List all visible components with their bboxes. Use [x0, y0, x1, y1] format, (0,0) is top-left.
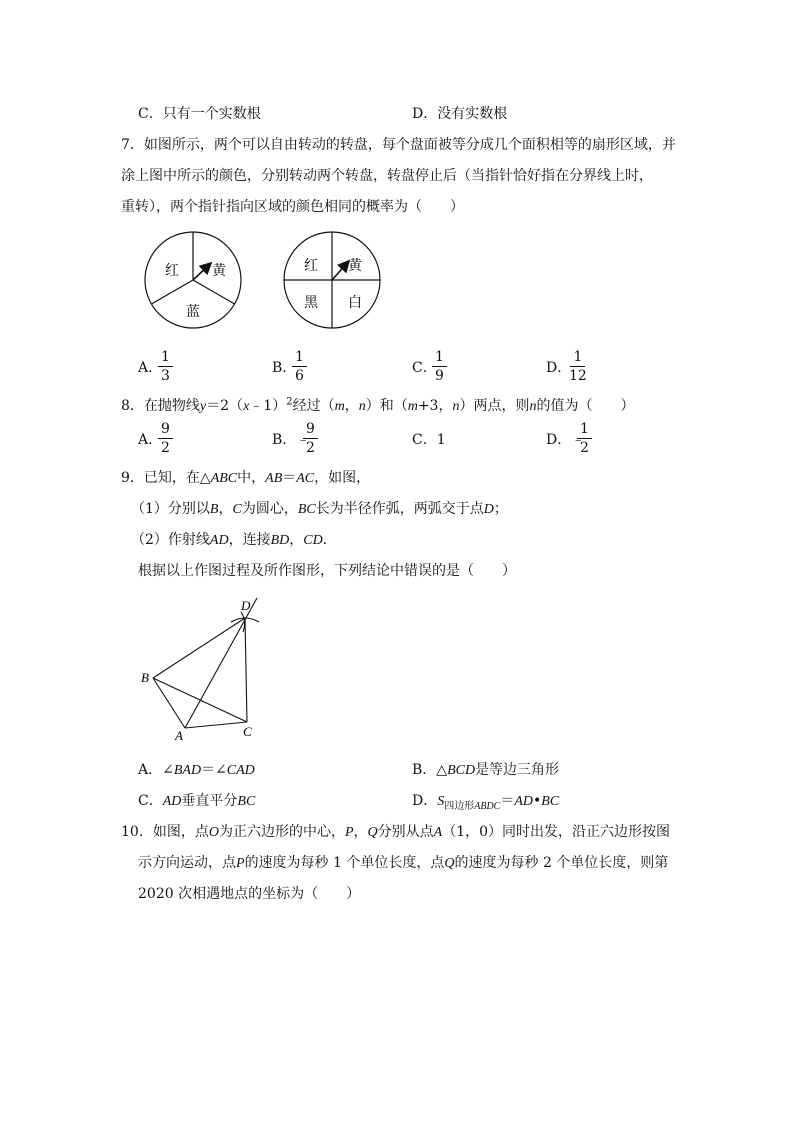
q9-step-1: （1）分别以B，C为圆心，BC长为半径作弧，两弧交于点D； [131, 501, 508, 517]
pointer-arrow-icon [193, 264, 210, 280]
q9-option-d: D．$S_{四边形ABDC}=AD•BC$ [412, 793, 560, 812]
q7-option-d-fraction: $\frac{1}{12}$ [569, 349, 587, 384]
q6-option-c: C．只有一个实数根 [138, 106, 261, 122]
sector-yellow: 黄 [212, 263, 226, 279]
sector-yellow: 黄 [348, 258, 362, 274]
q10-stem-line-1: 10．如图，点O为正六边形的中心，P，Q分别从点A（1，0）同时出发，沿正六边形按图 [121, 824, 671, 840]
q7-option-d-label: D． [546, 360, 572, 376]
spinner-four-sectors [284, 232, 380, 328]
q8-option-b-fraction: $\frac{9}{2}$ [303, 421, 318, 456]
q7-option-b-fraction: $\frac{1}{6}$ [292, 349, 307, 384]
q7-stem-line-3: 重转），两个指针指向区域的颜色相同的概率为（ ） [121, 199, 464, 215]
point-a-label: A [175, 728, 183, 743]
q9-option-b: B．△BCD是等边三角形 [412, 762, 560, 778]
q9-question: 根据以上作图过程及所作图形，下列结论中错误的是（ ） [138, 563, 516, 579]
sector-white: 白 [348, 295, 362, 311]
q9-step-2: （2）作射线AD，连接BD，CD． [131, 532, 337, 548]
q8-option-b-label: B．﹣ [272, 432, 311, 448]
point-c-label: C [243, 724, 252, 739]
q10-stem-line-2: 示方向运动，点P的速度为每秒 1 个单位长度，点Q的速度为每秒 2 个单位长度，则第 [138, 855, 669, 871]
sector-red: 红 [304, 258, 318, 274]
q7-stem-line-2: 涂上图中所示的颜色，分别转动两个转盘，转盘停止后（当指针恰好指在分界线上时， [121, 168, 653, 184]
spinners-figure [135, 228, 395, 346]
q7-option-b-label: B． [272, 360, 297, 376]
q9-option-a: A．∠BAD＝∠CAD [138, 762, 255, 778]
q7-stem-line-1: 7．如图所示，两个可以自由转动的转盘，每个盘面被等分成几个面积相等的扇形区域，并 [121, 137, 676, 153]
q6-option-d: D．没有实数根 [412, 106, 508, 122]
sector-black: 黑 [304, 295, 318, 311]
q8-option-d-label: D．﹣ [546, 432, 586, 448]
sector-blue: 蓝 [186, 304, 200, 320]
q8-option-d-fraction: $\frac{1}{2}$ [577, 421, 592, 456]
construction-figure [135, 592, 275, 744]
q8-option-a-label: A． [138, 432, 163, 448]
q9-option-c: C．AD垂直平分BC [138, 793, 256, 809]
q7-option-a-label: A． [138, 360, 163, 376]
q10-stem-line-3: 2020 次相遇地点的坐标为（ ） [138, 886, 361, 902]
sector-red: 红 [165, 263, 179, 279]
q7-option-c-fraction: $\frac{1}{9}$ [432, 349, 447, 384]
q8-stem: 8．在抛物线y＝2（x﹣1）$^2$经过（m，n）和（m+3，n）两点，则n的值为（ ） [121, 396, 635, 414]
q7-option-a-fraction: $\frac{1}{3}$ [158, 349, 173, 384]
point-d-label: D [241, 598, 251, 613]
q7-option-c-label: C． [412, 360, 437, 376]
pointer-arrow-icon [332, 262, 348, 280]
spinner-three-sectors [145, 232, 241, 328]
q8-option-c: C．1 [412, 432, 446, 448]
q8-option-a-fraction: $\frac{9}{2}$ [158, 421, 173, 456]
q9-stem-line-1: 9．已知，在△ABC中，AB＝AC，如图， [121, 470, 371, 486]
point-b-label: B [141, 670, 149, 685]
